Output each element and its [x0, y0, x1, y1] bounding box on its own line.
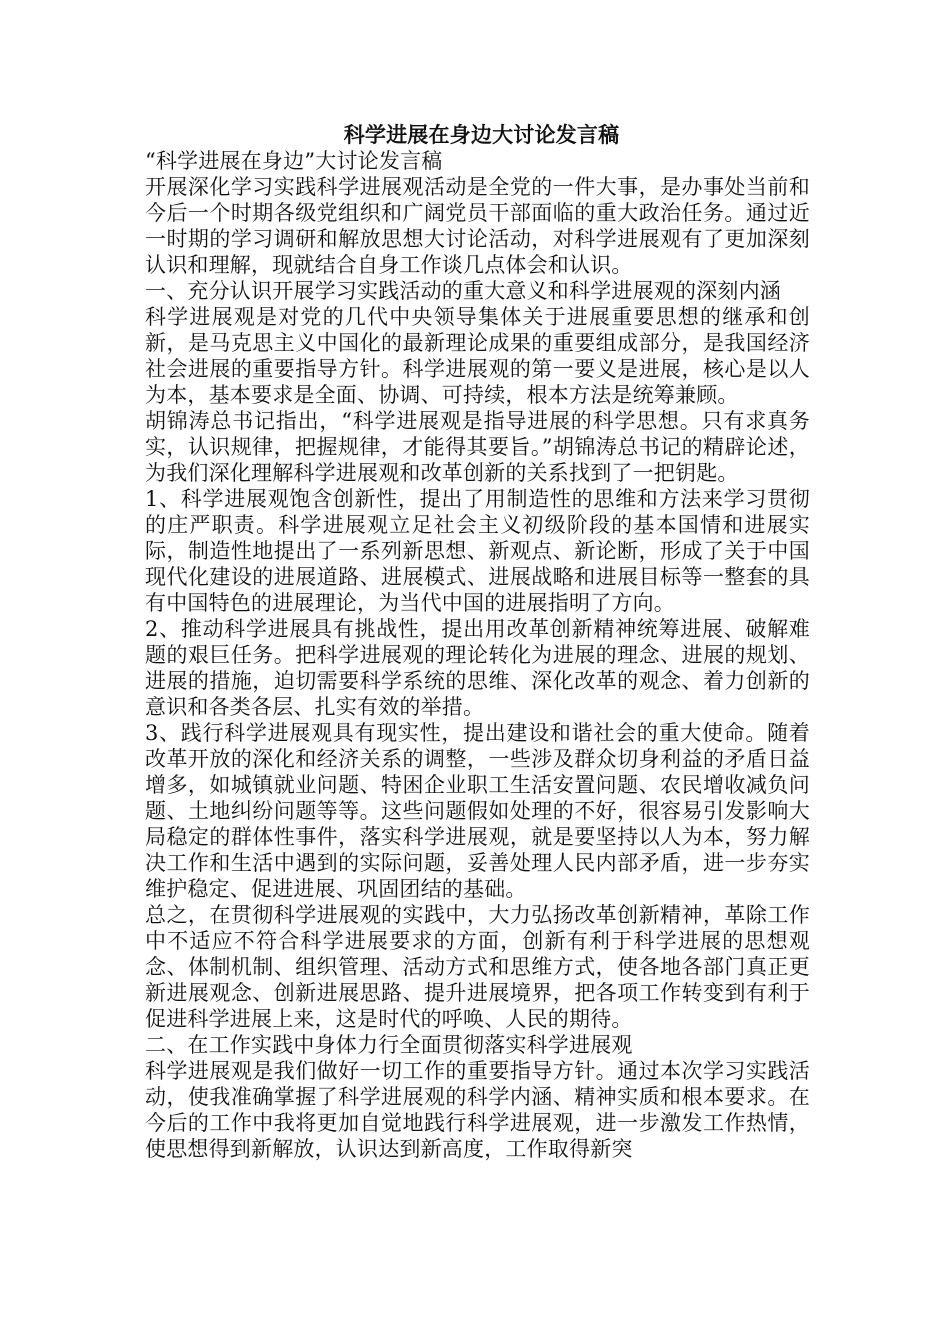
section-heading-2: 二、在工作实践中身体力行全面贯彻落实科学进展观 — [145, 1033, 633, 1057]
paragraph-practice: 科学进展观是我们做好一切工作的重要指导方针。通过本次学习实践活动，使我准确掌握了科学进展观的科学内涵、精神实质和根本要求。在今后的工作中我将更加自觉地践行科学进展观，进一步激发工作热情，使思想得到新解放，认识达到新高度，工作取得新突 — [145, 1059, 810, 1161]
paragraph-point-1: 1、科学进展观饱含创新性，提出了用制造性的思维和方法来学习贯彻的庄严职责。科学进展观立足社会主义初级阶段的基本国情和进展实际，制造性地提出了一系列新思想、新观点、新论断，形成了关于中国现代化建设的进展道路、进展模式、进展战略和进展目标等一整套的具有中国特色的进展理论，为当代中国的进展指明了方向。 — [145, 487, 810, 615]
paragraph-summary: 总之，在贯彻科学进展观的实践中，大力弘扬改革创新精神，革除工作中不适应不符合科学进展要求的方面，创新有利于科学进展的思想观念、体制机制、组织管理、活动方式和思维方式，使各地各部门真正更新进展观念、创新进展思路、提升进展境界，把各项工作转变到有利于促进科学进展上来，这是时代的呼唤、人民的期待。 — [145, 903, 810, 1031]
section-heading-1: 一、充分认识开展学习实践活动的重大意义和科学进展观的深刻内涵 — [145, 279, 781, 303]
paragraph-definition: 科学进展观是对党的几代中央领导集体关于进展重要思想的继承和创新，是马克思主义中国化的最新理论成果的重要组成部分，是我国经济社会进展的重要指导方针。科学进展观的第一要义是进展，核心是以人为本，基本要求是全面、协调、可持续，根本方法是统筹兼顾。 — [145, 305, 810, 407]
document-title: 科学进展在身边大讨论发言稿 — [343, 122, 620, 147]
document-page — [145, 122, 810, 1162]
paragraph-intro: 开展深化学习实践科学进展观活动是全党的一件大事，是办事处当前和今后一个时期各级党组织和广阔党员干部面临的重大政治任务。通过近一时期的学习调研和解放思想大讨论活动，对科学进展观有了更加深刻认识和理解，现就结合自身工作谈几点体会和认识。 — [145, 175, 810, 277]
paragraph-quote: 胡锦涛总书记指出，“科学进展观是指导进展的科学思想。只有求真务实，认识规律，把握规律，才能得其要旨。”胡锦涛总书记的精辟论述，为我们深化理解科学进展观和改革创新的关系找到了一把钥匙。 — [145, 409, 810, 485]
paragraph-point-2: 2、推动科学进展具有挑战性，提出用改革创新精神统筹进展、破解难题的艰巨任务。把科学进展观的理论转化为进展的理念、进展的规划、进展的措施，迫切需要科学系统的思维、深化改革的观念、着力创新的意识和各类各层、扎实有效的举措。 — [145, 617, 810, 719]
paragraph-subtitle: “科学进展在身边”大讨论发言稿 — [145, 149, 443, 173]
paragraph-point-3: 3、践行科学进展观具有现实性，提出建设和谐社会的重大使命。随着改革开放的深化和经济关系的调整，一些涉及群众切身利益的矛盾日益增多，如城镇就业问题、特困企业职工生活安置问题、农民增收减负问题、土地纠纷问题等等。这些问题假如处理的不好，很容易引发影响大局稳定的群体性事件，落实科学进展观，就是要坚持以人为本，努力解决工作和生活中遇到的实际问题，妥善处理人民内部矛盾，进一步夯实维护稳定、促进进展、巩固团结的基础。 — [145, 721, 810, 901]
